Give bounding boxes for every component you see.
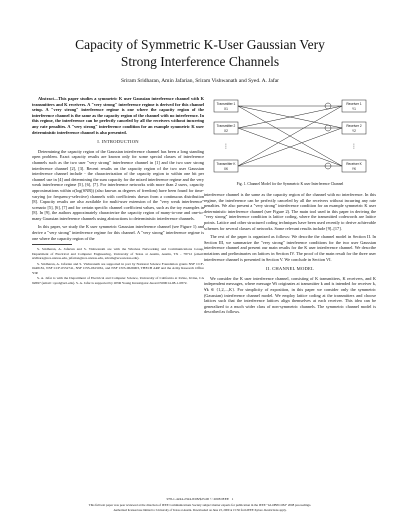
author-list: Sriram Sridharan, Amin Jafarian, Sriram Vishwanath and Syed. A. Jafar (121, 78, 279, 84)
footnote-rule (32, 244, 72, 245)
x2-label: X2 (224, 129, 228, 133)
title-line-1: Capacity of Symmetric K-User Gaussian Very (75, 37, 325, 52)
download-notice: Authorized licensed use limited to: University of Texas at Austin. Downloaded on June 23, 2009 at 15:56 from IEEE Xplore. Restrictions apply. (113, 508, 287, 512)
review-disclaimer: This full text paper was peer reviewed at the direction of IEEE Communications Society subject matter experts for publication in the IEEE "GLOBECOM" 2008 proceedings. (88, 503, 312, 507)
rx-ellipsis: ⋮ (351, 144, 357, 150)
x1-label: X1 (224, 107, 228, 111)
rx1-label: Receiver 1 (346, 102, 362, 106)
section-heading-channel-model: II. CHANNEL MODEL (265, 266, 314, 272)
intro-paragraph-1: Determining the capacity region of the Gaussian interference channel has been a long standing open problem. Exact capacity results are known only for some special classes of interference channels such as the two user "very strong" interference channel in [1] and the two user strong interference channel [2], [3]. Recent results on the capacity region of the two user Gaussian interference channel include - the characterization of the capacity region to within one bit per channel use in [4] and determining the sum capacity for the mixed interference regime and the very weak interference regime [5], [6], [7]. For interference networks with more than 2 users, capacity approximations within o(log(SNR)) (also known as degrees of freedom) have been found for time-varying (or frequency-selective) channels with coefficients drawn from a continuous distribution [8]. Capacity results are also available for multi-user extension of the "very weak interference" scenario [5], [6], [7] and for certain specific channel coefficient values, such as the toy examples in [8]. In [9], the authors approximately characterize the capacity region of many-to-one and one-to-many Gaussian interference channels using abstractions to deterministic interference channels. (32, 148, 204, 221)
footnote-3: S. A. Jafar is with the Department of Electrical and Computer Science, University of California at Irvine, Irvine, CA 92697 (email : syed@uci.edu). S. A. Jafar is supported by ONR Young Investigator Award N00014-08-1-0872. (32, 276, 204, 285)
right-paragraph-1: interference channel is the same as the capacity region of the channel with no interference. In this regime, the interference can be perfectly canceled by all the receivers without incurring any rate penalties. We also present a "very strong" interference condition for an example symmetric K user deterministic interference channel (see Figure 2). The main tool used in this paper in deriving the "very strong" interference condition is lattice coding, where the transmitted codewords are lattice points. Lattice and other structured coding techniques have been used recently to derive achievable schemes for several classes of networks. Some relevant results include [9]–[17]. (204, 192, 376, 231)
channel-model-figure (212, 96, 368, 178)
isbn-text: 978-1-4244-2324-8/08/$25.00 © 2008 IEEE (166, 497, 229, 501)
left-column (32, 96, 204, 286)
right-paragraph-2: The rest of the paper is organized as follows: We describe the channel model in Section II. In Section III, we summarize the "very strong" interference conditions for the two user Gaussian interference channel and present our main results for the K user interference channel. We describe notations and preliminaries on lattices in Section IV. The proof of the main result for the three user interference channel is presented in Section V. We conclude in Section VI. (204, 234, 376, 262)
intro-paragraph-2: In this paper, we study the K user symmetric Gaussian interference channel (see Figure 1) and derive a "very strong" interference regime for this channel. A "very strong" interference regime is one where the capacity region of the (32, 224, 204, 241)
footnote-1: S. Sridharan, A. Jafarian and S. Vishwanath are with the Wireless Networking and Communications Group, Department of Electrical and Computer Engineering, University of Texas at Austin, Austin, TX - 78712 (email: sridhara@ece.utexas.edu, jafarian@ece.utexas.edu, sriram@ece.utexas.edu). (32, 247, 204, 261)
right-column (204, 192, 376, 318)
tx1-label: Transmitter 1 (216, 102, 236, 106)
rx2-label: Receiver 2 (346, 124, 362, 128)
tx-ellipsis: ⋮ (223, 144, 229, 150)
xk-label: XK (223, 167, 229, 171)
y1-label: Y1 (352, 107, 356, 111)
section-heading-introduction: I. INTRODUCTION (97, 139, 139, 145)
page-number: 1 (231, 497, 234, 501)
paper-title (40, 36, 360, 70)
isbn-line (0, 497, 400, 501)
model-paragraph-1: We consider the K user interference channel, consisting of K transmitters, K receivers, and K independent messages, where message Wi originates at transmitter k and is intended for receiver k, ∀k ∈ {1,2,...,K}. For simplicity of exposition, in this paper we consider only the symmetric (Gaussian) interference channel model. We employ lattice coding at the transmitters and choose lattices such that the interference lattices align themselves at each receiver. This idea can be generalized to a much wider class of non-symmetric channels. The symmetric channel model is described as follows. (204, 275, 376, 315)
yk-label: YK (351, 167, 357, 171)
tx2-label: Transmitter 2 (216, 124, 236, 128)
y2-label: Y2 (352, 129, 356, 133)
figure-caption: Fig. 1. Channel Model for the Symmetric K user Interference Channel (236, 182, 344, 186)
footnote-2: S. Sridharan, A. Jafarian and S. Vishwanath are supported in part by National Science Foundation grants NSF CCF-0448181, NSF CCF-0552741, NSF CNS-0615061, and NSF CNS-0626903, THECB ARP and the Army Research Office YIP. (32, 261, 204, 275)
abstract: Abstract—This paper studies a symmetric K user Gaussian interference channel with K transmitters and K receivers. A "very strong" interference regime is derived for this channel setup. A "very strong" interference regime is one where the capacity region of the interference channel is the same as the capacity region of the channel with no interference. In this regime, the interference can be perfectly canceled by all the receivers without incurring any rate penalties. A "very strong" interference condition for an example symmetric K user deterministic interference channel is also presented. (32, 96, 204, 135)
title-line-2: Strong Interference Channels (120, 54, 280, 69)
txk-label: Transmitter K (216, 162, 236, 166)
rxk-label: Receiver K (346, 162, 362, 166)
